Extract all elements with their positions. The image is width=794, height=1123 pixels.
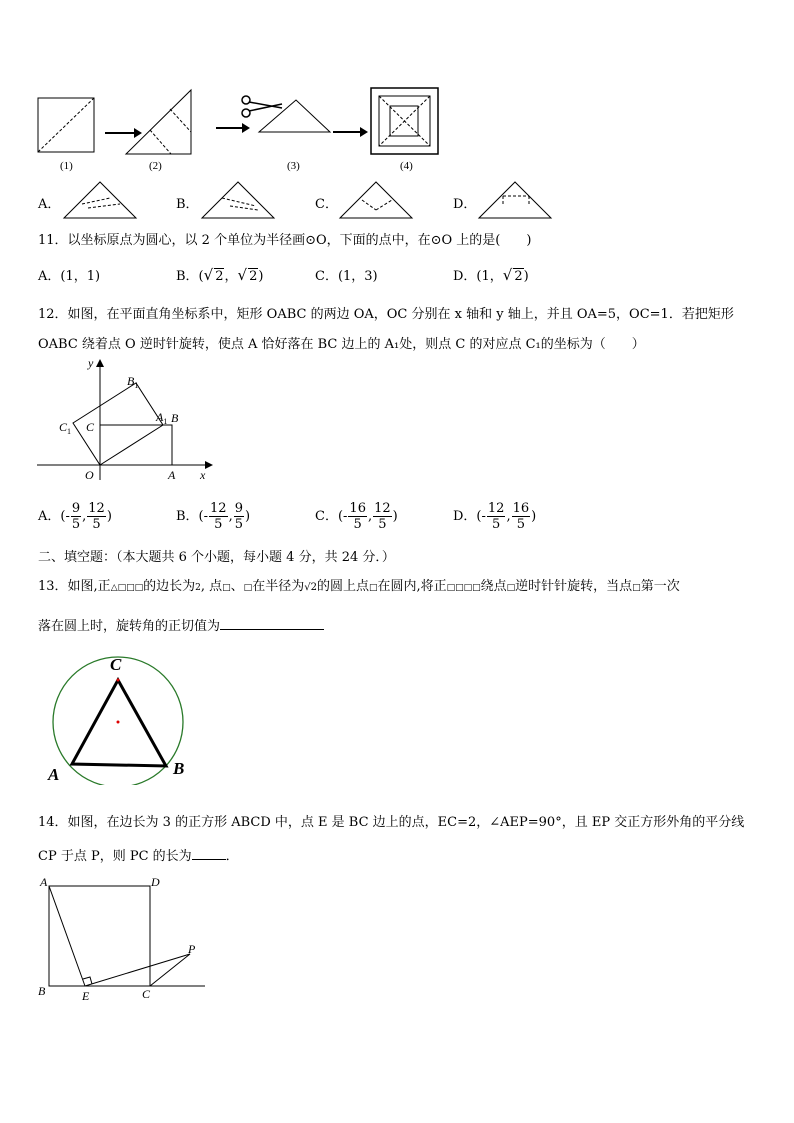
label-o: O: [85, 468, 94, 482]
q11-option-d: D．(1，√ 2): [453, 266, 529, 284]
label-b: B: [173, 759, 185, 778]
fold-option-c-figure: [338, 180, 414, 220]
section-2-heading: 二、填空题：（本大题共 6 个小题，每小题 4 分，共 24 分．）: [38, 550, 395, 565]
label-c1: $C_1$: [59, 420, 72, 436]
fold-option-a-label: A．: [38, 197, 61, 212]
q12-option-b: B．(- $\frac{12}{5}$ , $\frac{9}{5}$ ): [176, 501, 251, 532]
q11-option-a: A．(1，1): [38, 269, 101, 284]
label-a: A: [48, 765, 60, 784]
q12-line-2: OABC 绕着点 O 逆时针旋转，使点 A 恰好落在 BC 边上的 A₁处，则点 C 的对应点 C₁的坐标为（ ）: [38, 337, 645, 352]
label-d: D: [151, 875, 160, 889]
label-b: B: [171, 411, 179, 425]
q12-option-a: A．(- $\frac{9}{5}$ , $\frac{12}{5}$ ): [38, 501, 112, 532]
step-label-4: (4): [400, 160, 413, 172]
step-label-1: (1): [60, 160, 73, 172]
q12-line-1: 12．如图，在平面直角坐标系中，矩形 OABC 的两边 OA，OC 分别在 x 轴和 y 轴上，并且 OA=5，OC=1．若把矩形: [38, 307, 734, 322]
label-c: C: [142, 987, 151, 1001]
q12-coordinate-figure: [35, 355, 215, 485]
label-c: C: [110, 655, 122, 674]
q13-line-1: 13．如图,正△□□□的边长为2, 点□、□在半径为√2的圆上点□在圆内,将正□□□□绕点□逆时针针旋转，当点□第一次: [38, 579, 680, 594]
q14-answer-blank[interactable]: [192, 859, 226, 860]
q14-line-1: 14．如图，在边长为 3 的正方形 ABCD 中，点 E 是 BC 边上的点，EC=2，∠AEP=90°，且 EP 交正方形外角的平分线: [38, 815, 745, 830]
label-a1: $A_1$: [156, 410, 168, 426]
fold-option-d-label: D．: [453, 197, 477, 212]
q13-line-2: 落在圆上时，旋转角的正切值为: [38, 615, 324, 634]
label-b1: $B_1$: [127, 374, 139, 390]
q14-square-figure: [35, 872, 210, 1007]
step-label-2: (2): [149, 160, 162, 172]
label-a: A: [168, 468, 176, 482]
label-c: C: [86, 420, 95, 434]
q13-answer-blank[interactable]: [220, 629, 324, 630]
q12-option-c: C．(- $\frac{16}{5}$ , $\frac{12}{5}$ ): [315, 501, 398, 532]
q11-option-b: B．(√ 2，√ 2): [176, 266, 264, 284]
fold-option-a-figure: [62, 180, 138, 220]
fold-option-c-label: C．: [315, 197, 338, 212]
label-b: B: [38, 984, 46, 998]
q14-line-2: CP 于点 P，则 PC 的长为 ．: [38, 849, 239, 864]
label-x: x: [200, 468, 206, 482]
q13-circle-triangle-figure: [45, 650, 200, 785]
label-y: y: [88, 356, 94, 370]
fold-option-d-figure: [477, 180, 553, 220]
q12-option-d: D．(- $\frac{12}{5}$ , $\frac{16}{5}$ ): [453, 501, 537, 532]
label-a: A: [40, 875, 48, 889]
fold-option-b-label: B．: [176, 197, 199, 212]
label-p: P: [188, 942, 196, 956]
step-label-3: (3): [287, 160, 300, 172]
q11-option-c: C．(1，3): [315, 269, 378, 284]
scissors-icon: [242, 96, 282, 117]
q11-stem: 11．以坐标原点为圆心，以 2 个单位为半径画⊙O，下面的点中，在⊙O 上的是( ): [38, 233, 532, 248]
fold-option-b-figure: [200, 180, 276, 220]
label-e: E: [82, 989, 90, 1003]
paper-folding-figure: [30, 80, 450, 180]
